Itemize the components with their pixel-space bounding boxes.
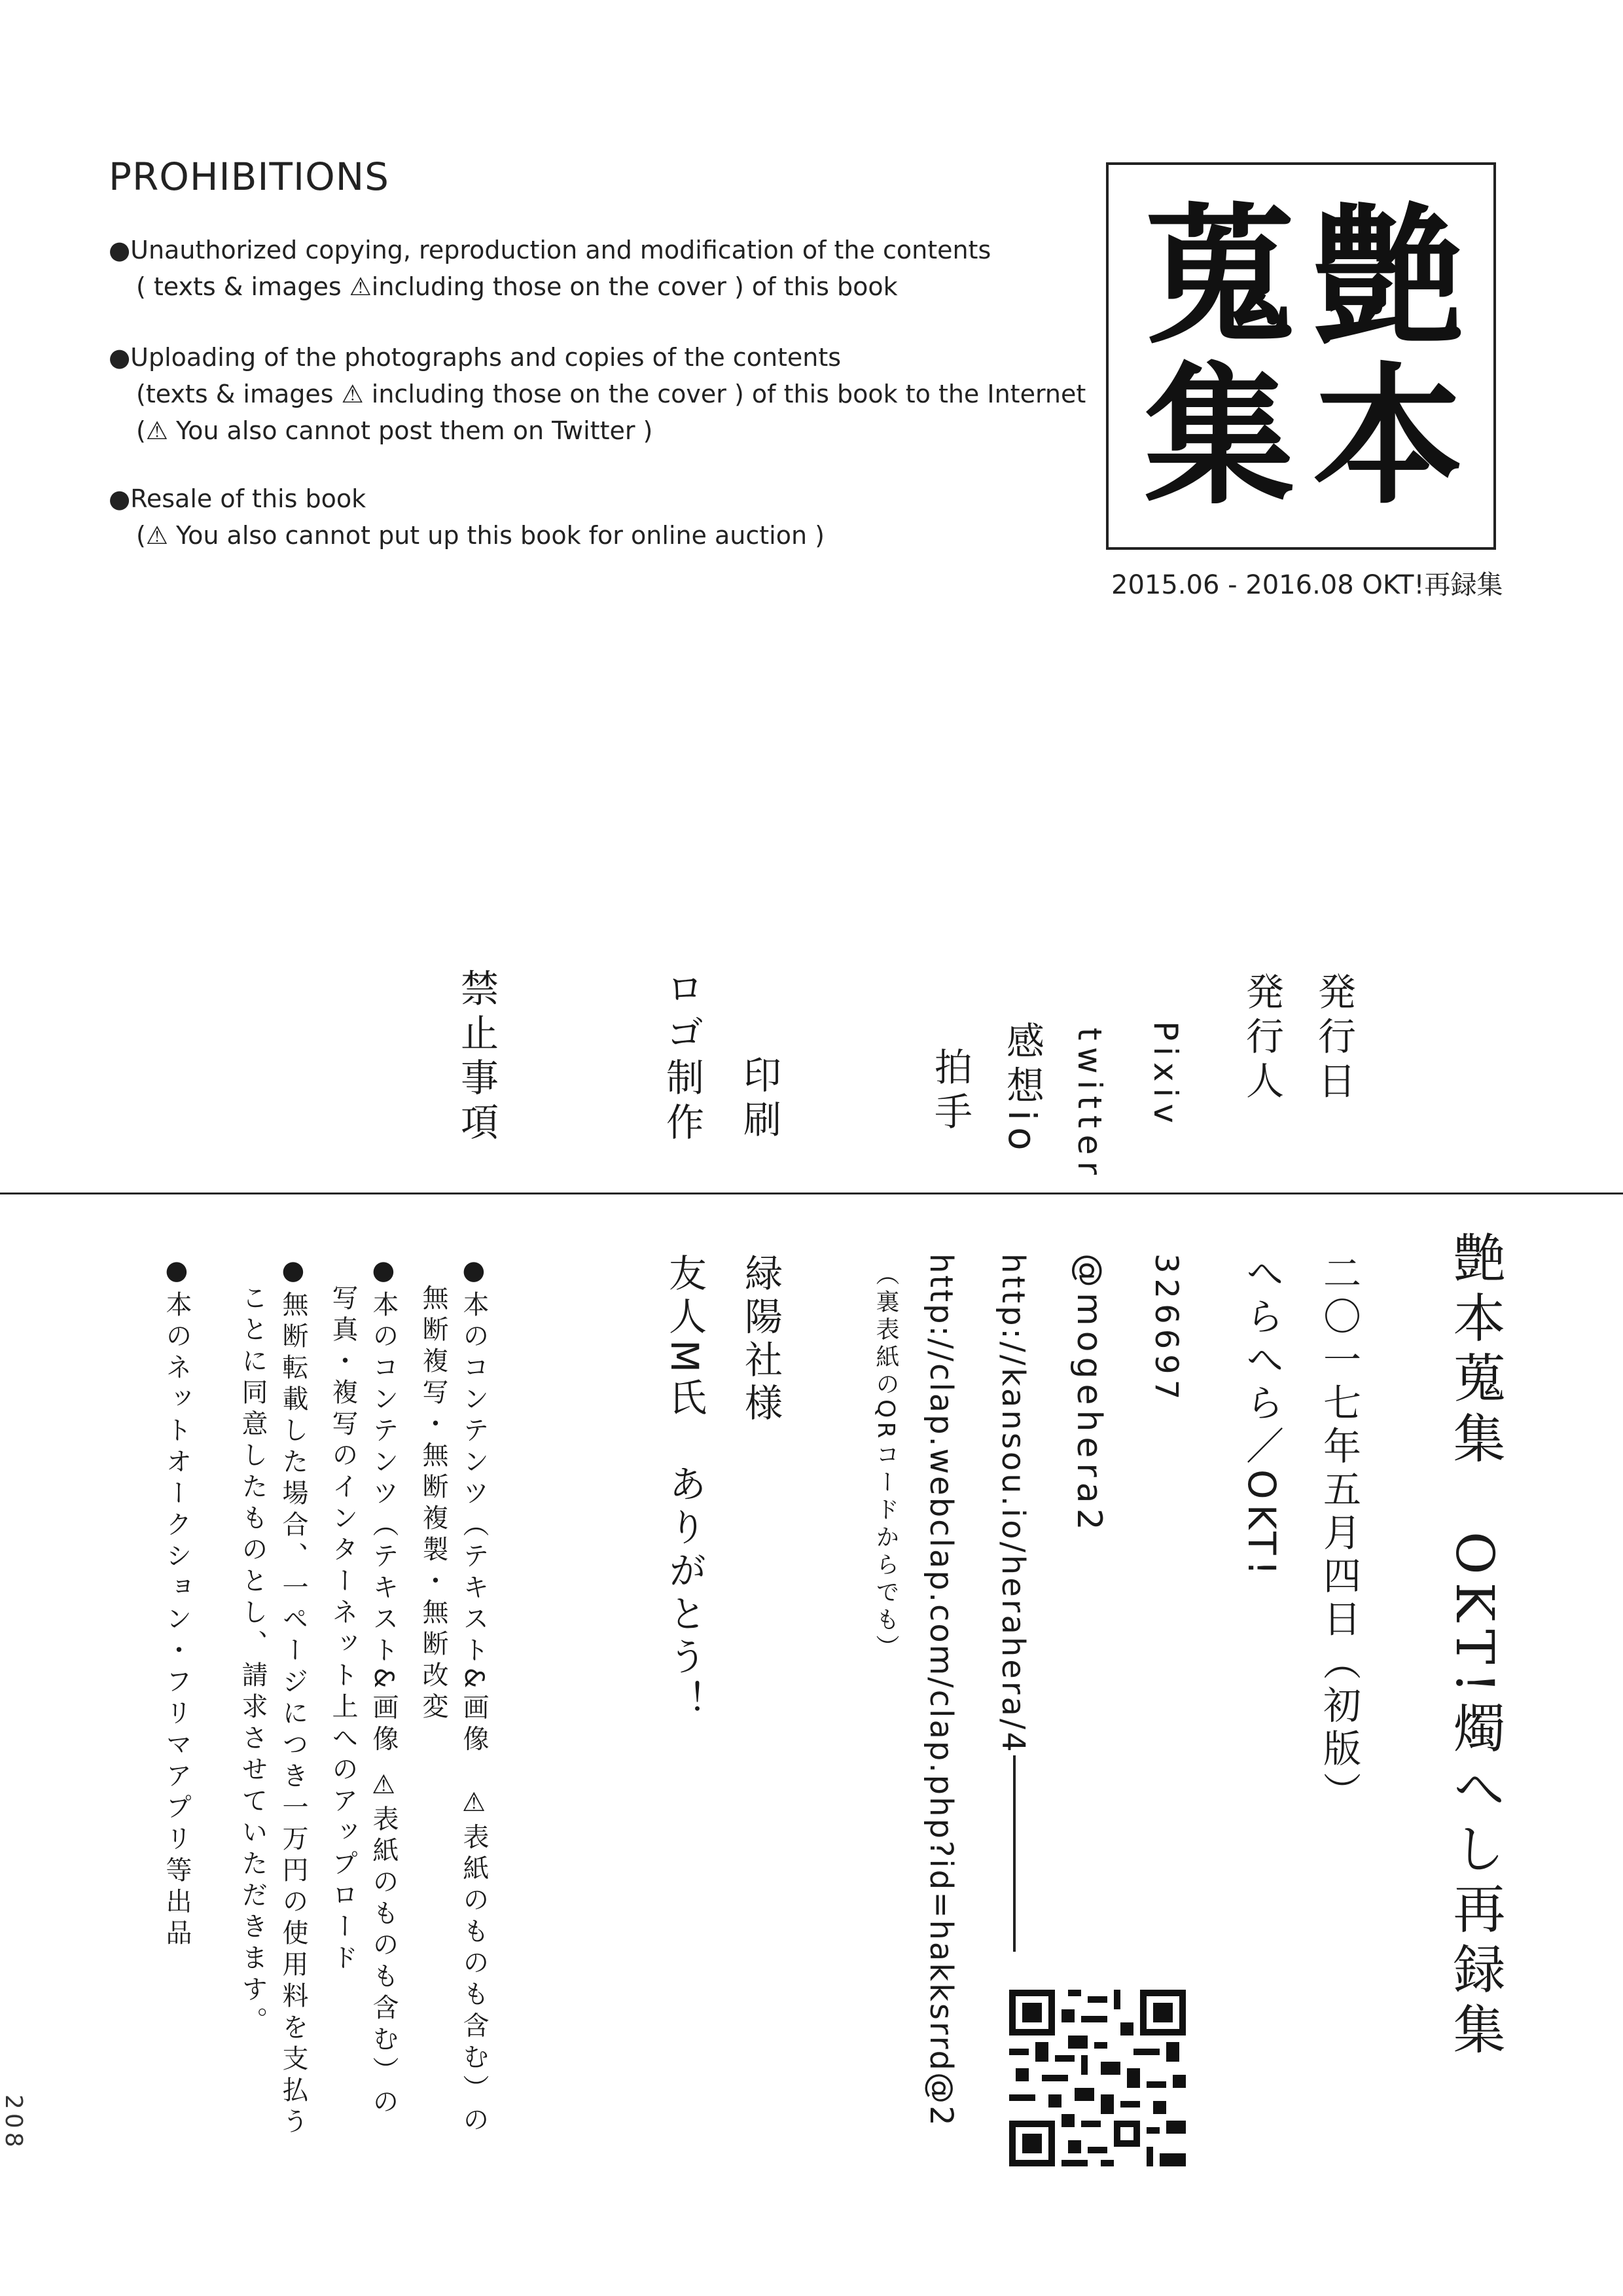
value-publish-date: 二〇一七年五月四日（初版） [1317,1253,1361,1815]
notice-line: 無断複写・無断複製・無断改変 [418,1284,448,1724]
notice-line: ●無断転載した場合、一ページにつき一万円の使用料を支払う [278,1255,308,2139]
notice-line: ●本のネットオークション・フリマアプリ等出品 [162,1255,192,1950]
value-kansou-url: http://kansou.io/herahera/4 [995,1253,1031,1755]
notice-line: ●本のコンテンツ（テキスト&画像 ⚠表紙のものも含む）の [459,1255,489,2138]
prohibition-line: ●Uploading of the photographs and copies of the contents [109,343,842,372]
prohibition-line: ( texts & images ⚠including those on the cover ) of this book [136,272,898,301]
label-printing: 印刷 [737,1055,781,1144]
prohibition-line: ●Resale of this book [109,484,366,513]
title-logo-box [1106,162,1496,550]
label-publish-date: 発行日 [1311,972,1356,1105]
value-logo-design: 友人M氏 ありがとう！ [662,1253,707,1724]
label-clap: 拍手 [928,1047,972,1136]
notice-line: 写真・複写のインターネット上へのアップロード [328,1284,358,1975]
prohibition-item [109,339,1086,449]
notice-line: ●本のコンテンツ（テキスト&画像 ⚠表紙のものも含む）の [368,1255,399,2119]
value-printing: 緑陽社様 [738,1253,783,1426]
title-char: 本 [1313,348,1464,525]
label-pixiv: Pixiv [1147,1021,1185,1130]
label-twitter: twitter [1071,1028,1109,1181]
value-pixiv: 326697 [1148,1253,1185,1405]
value-twitter: @mogehera2 [1069,1253,1109,1535]
label-logo-design: ロゴ制作 [660,969,704,1147]
prohibition-line: (⚠ You also cannot put up this book for online auction ) [136,521,825,550]
leader-line [1013,1755,1016,1952]
value-clap-note: （裏表紙のQRコードからでも） [872,1262,899,1662]
edition-caption: 2015.06 - 2016.08 OKT!再録集 [1111,570,1503,600]
prohibition-item [109,232,991,305]
page-number: 208 [0,2094,27,2151]
prohibition-line: ●Unauthorized copying, reproduction and modification of the contents [109,236,991,264]
divider-line [0,1193,1623,1194]
label-publisher: 発行人 [1240,972,1284,1105]
prohibition-line: (⚠ You also cannot post them on Twitter ) [136,416,653,445]
title-char: 蒐 [1144,188,1295,365]
book-title: 艶本蒐集 OKT!燭へし再録集 [1444,1230,1505,2062]
prohibition-item [109,480,825,554]
prohibition-line: (texts & images ⚠ including those on the cover ) of this book to the Internet [136,380,1086,408]
value-clap-url: http://clap.webclap.com/clap.php?id=hakksrrd@2 [923,1253,959,2128]
notice-line: ことに同意したものとし、請求させていただきます。 [238,1284,268,2038]
title-char: 集 [1144,348,1295,525]
label-prohibitions: 禁止事項 [454,969,499,1147]
label-kansou: 感想io [1000,1021,1044,1157]
value-publisher: へらへら／OKT! [1240,1253,1284,1581]
prohibitions-title: PROHIBITIONS [109,154,389,199]
title-char: 艶 [1313,188,1464,365]
qr-code-icon [1009,1990,1186,2166]
